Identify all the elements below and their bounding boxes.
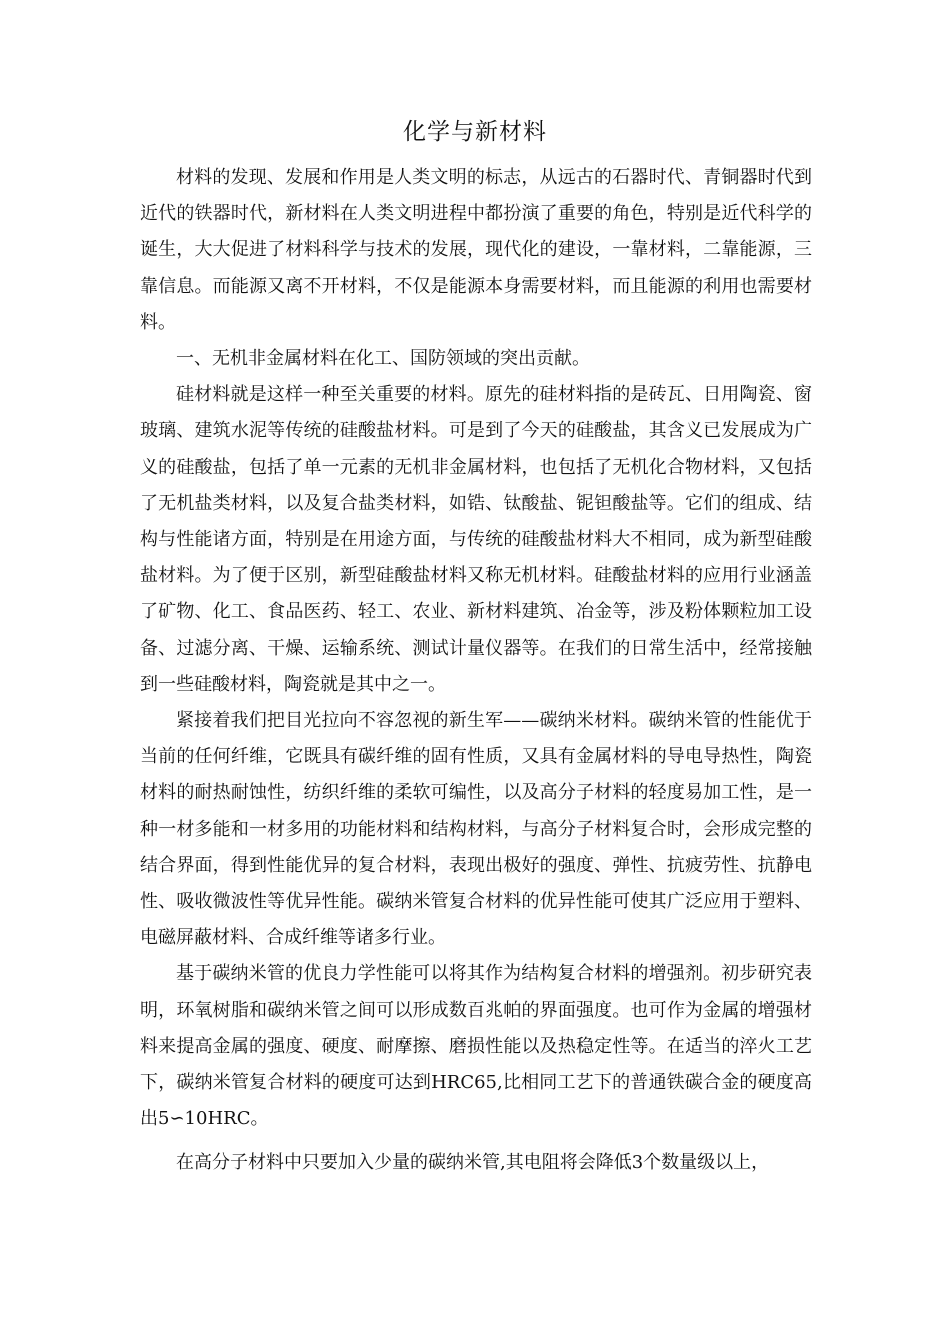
paragraph-conductivity: 在高分子材料中只要加入少量的碳纳米管,其电阻将会降低3个数量级以上， xyxy=(176,1152,770,1174)
paragraph-intro: 材料的发现、发展和作用是人类文明的标志，从远古的石器时代、青铜器时代到近代的铁器时代，新材料在人类文明进程中都扮演了重要的角色，特别是近代科学的诞生，大大促进了材料科学与技术的发展，现代化的建设，一靠材料，二靠能源，三靠信息。而能源又离不开材料，不仅是能源本身需要材料，而且能源的利用也需要材料。 xyxy=(140,167,812,333)
paragraph-carbon-nano: 紧接着我们把目光拉向不容忽视的新生军——碳纳米材料。碳纳米管的性能优于当前的任何纤维，它既具有碳纤维的固有性质，又具有金属材料的导电导热性，陶瓷材料的耐热耐蚀性，纺织纤维的柔软可编性，以及高分子材料的轻度易加工性，是一种一材多能和一材多用的功能材料和结构材料，与高分子材料复合时，会形成完整的结合界面，得到性能优异的复合材料，表现出极好的强度、弹性、抗疲劳性、抗静电性、吸收微波性等优异性能。碳纳米管复合材料的优异性能可使其广泛应用于塑料、电磁屏蔽材料、合成纤维等诸多行业。 xyxy=(140,710,812,949)
document-body xyxy=(140,160,812,1182)
document-title: 化学与新材料 xyxy=(403,119,547,145)
paragraph-reinforcement: 基于碳纳米管的优良力学性能可以将其作为结构复合材料的增强剂。初步研究表明，环氧树脂和碳纳米管之间可以形成数百兆帕的界面强度。也可作为金属的增强材料来提高金属的强度、硬度、耐摩擦、磨损性能以及热稳定性等。在适当的淬火工艺下，碳纳米管复合材料的硬度可达到HRC65,比相同工艺下的普通铁碳合金的硬度高出5∽10HRC。 xyxy=(140,963,812,1130)
paragraph-silicon: 硅材料就是这样一种至关重要的材料。原先的硅材料指的是砖瓦、日用陶瓷、窗玻璃、建筑水泥等传统的硅酸盐材料。可是到了今天的硅酸盐，其含义已发展成为广义的硅酸盐，包括了单一元素的无机非金属材料，也包括了无机化合物材料，又包括了无机盐类材料，以及复合盐类材料，如锆、钛酸盐、铌钽酸盐等。它们的组成、结构与性能诸方面，特别是在用途方面，与传统的硅酸盐材料大不相同，成为新型硅酸盐材料。为了便于区别，新型硅酸盐材料又称无机材料。硅酸盐材料的应用行业涵盖了矿物、化工、食品医药、轻工、农业、新材料建筑、冶金等，涉及粉体颗粒加工设备、过滤分离、干燥、运输系统、测试计量仪器等。在我们的日常生活中，经常接触到一些硅酸材料，陶瓷就是其中之一。 xyxy=(140,384,812,695)
section-heading-1: 一、无机非金属材料在化工、国防领域的突出贡献。 xyxy=(176,348,590,370)
